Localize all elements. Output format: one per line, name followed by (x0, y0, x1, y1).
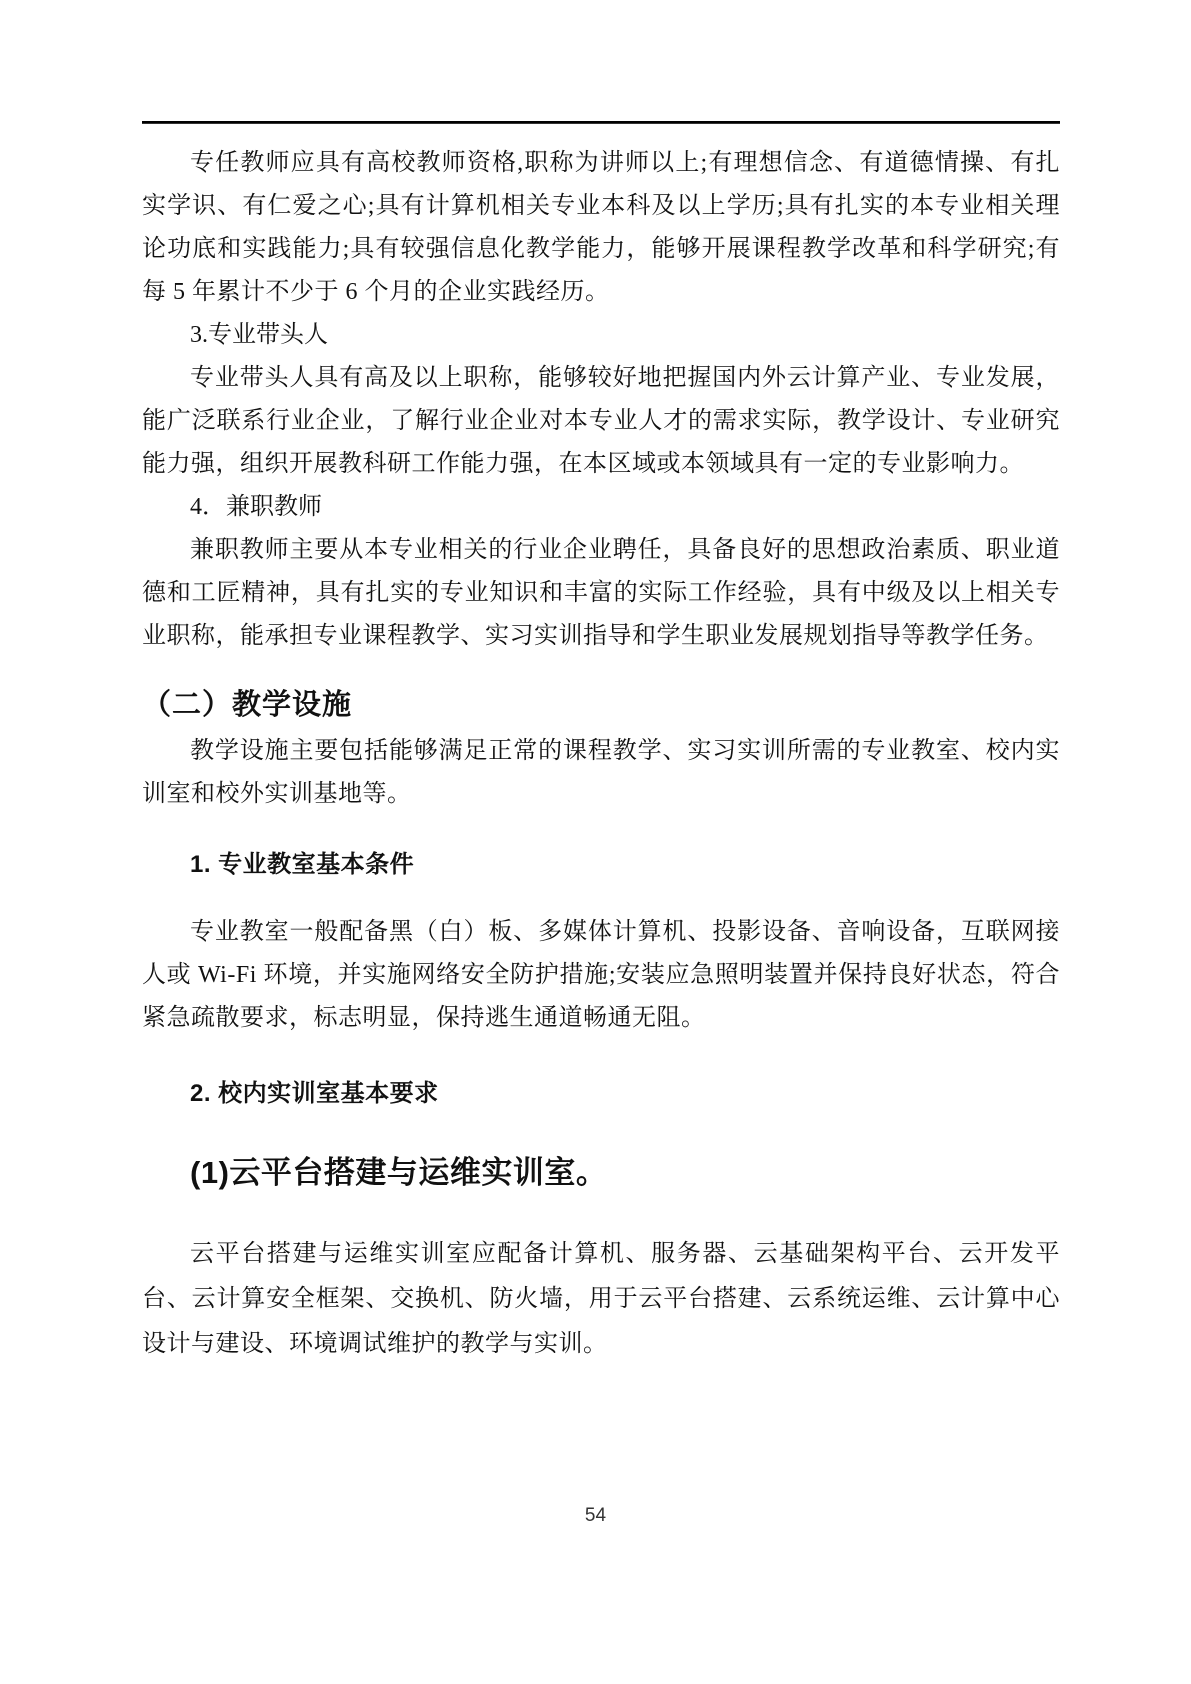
heading-parttime-teacher: 4．兼职教师 (190, 494, 322, 520)
paragraph-cloud-training-room-equipment: 云平台搭建与运维实训室应配备计算机、服务器、云基础架构平台、云开发平台、云计算安全框架、交换机、防火墙，用于云平台搭建、云系统运维、云计算中心设计与建设、环境调试维护的教学与实训。 (142, 1241, 1060, 1357)
paragraph-teaching-facilities-overview: 教学设施主要包括能够满足正常的课程教学、实习实训所需的专业教室、校内实训室和校外实训基地等。 (142, 738, 1060, 807)
paragraph-professional-leader-requirements: 专业带头人具有高及以上职称，能够较好地把握国内外云计算产业、专业发展，能广泛联系行业企业，了解行业企业对本专业人才的需求实际，教学设计、专业研究能力强，组织开展教科研工作能力强，在本区域或本领域具有一定的专业影响力。 (142, 365, 1060, 477)
section-heading-teaching-facilities: （二）教学设施 (142, 689, 353, 721)
subheading-campus-training-room-requirements: 2. 校内实训室基本要求 (190, 1080, 439, 1107)
page-number: 54 (584, 1505, 607, 1526)
heading-professional-leader: 3.专业带头人 (190, 322, 328, 348)
paragraph-parttime-teacher-requirements: 兼职教师主要从本专业相关的行业企业聘任，具备良好的思想政治素质、职业道德和工匠精神，具有扎实的专业知识和丰富的实际工作经验，具有中级及以上相关专业职称，能承担专业课程教学、实习实训指导和学生职业发展规划指导等教学任务。 (142, 537, 1060, 649)
header-rule (142, 121, 1060, 124)
subheading-classroom-basic-conditions: 1. 专业教室基本条件 (190, 851, 415, 878)
page-content (142, 0, 1060, 1367)
paragraph-classroom-equipment: 专业教室一般配备黑（白）板、多媒体计算机、投影设备、音响设备，互联网接人或 Wi-Fi 环境，并实施网络安全防护措施;安装应急照明装置并保持良好状态，符合紧急疏散要求，标志明显，保持逃生通道畅通无阻。 (142, 919, 1060, 1031)
paragraph-fulltime-teacher-requirements: 专任教师应具有高校教师资格,职称为讲师以上;有理想信念、有道德情操、有扎实学识、有仁爱之心;具有计算机相关专业本科及以上学历;具有扎实的本专业相关理论功底和实践能力;具有较强信息化教学能力，能够开展课程教学改革和科学研究;有每 5 年累计不少于 6 个月的企业实践经历。 (142, 150, 1060, 305)
heading-cloud-platform-training-room: (1)云平台搭建与运维实训室。 (190, 1155, 608, 1190)
